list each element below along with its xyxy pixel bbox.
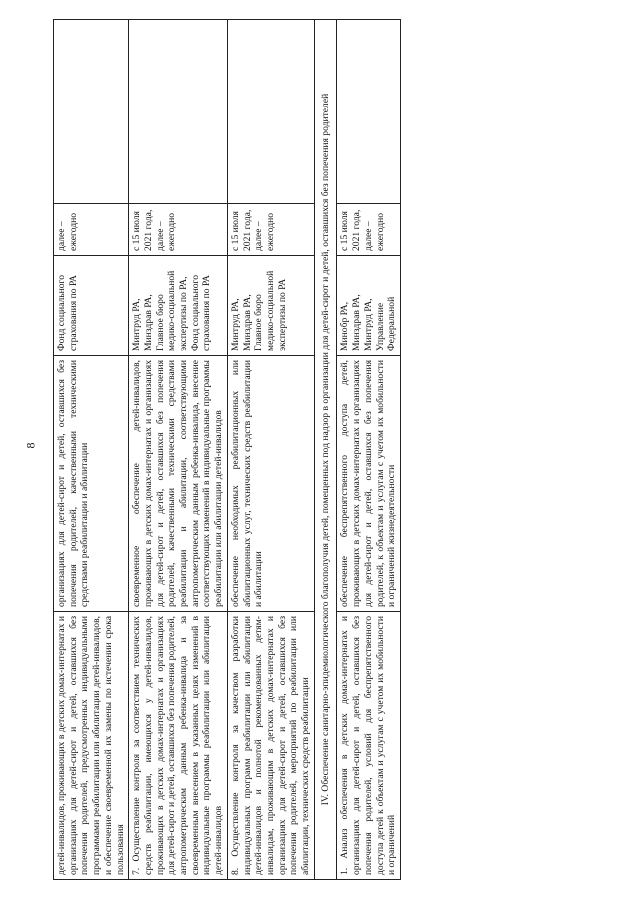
table-row — [54, 20, 129, 880]
action-cell: 7. Осуществление контроля за соответствием технических средств реабилитации, имеющихся у детей-инвалидов, проживающих в детских домах-интернатах и организациях для детей-сирот и детей, оставшихся без попечения родителей, антропометрическим данным ребенка-инвалида и за своевременным внесением в указанных целях изменений в индивидуальные программы реабилитации или абилитации детей-инвалидов — [129, 612, 228, 880]
result-cell: своевременное обеспечение детей-инвалидов, проживающих в детских домах-интернатах и организациях для детей-сирот и детей, оставшихся без попечения родителей, качественными техническими средствами реабилитации и абилитации, соответствующими антропометрическим данным ребенка-инвалида, внесение соответствующих изменений в индивидуальные программы реабилитации или абилитации детей-инвалидов — [129, 356, 228, 612]
deadline-cell: с 15 июля 2021 года, далее – ежегодно — [227, 204, 314, 256]
empty-cell — [227, 20, 314, 204]
executors-cell: Минтруд РА, Минздрав РА, Главное бюро медико-социальной экспертизы по РА — [227, 256, 314, 356]
executors-cell: Минтруд РА, Минздрав РА, Главное бюро медико-социальной экспертизы по РА, Фонд социального страхования по РА — [129, 256, 228, 356]
page-number: 8 — [23, 442, 38, 449]
plan-table — [53, 19, 401, 880]
result-cell: организациях для детей-сирот и детей, оставшихся без попечения родителей, качественными техническими средствами реабилитации и абилитации — [54, 356, 129, 612]
empty-cell — [337, 20, 401, 204]
rotated-page-content — [53, 20, 593, 880]
empty-cell — [54, 20, 129, 204]
empty-cell — [129, 20, 228, 204]
action-cell: 8. Осуществление контроля за качеством разработки индивидуальных программ реабилитации или абилитации детей-инвалидов и полнотой рекомендованных детям-инвалидам, проживающим в детских домах-интернатах и организациях для детей-сирот и детей, оставшихся без попечения родителей, мероприятий по реабилитации или абилитации, технических средств реабилитации — [227, 612, 314, 880]
table-row — [227, 20, 314, 880]
action-cell: детей-инвалидов, проживающих в детских домах-интернатах и организациях для детей-сирот и детей, оставшихся без попечения родителей, предусмотренных индивидуальными программами реабилитации или абилитации детей-инвалидов, и обеспечение своевременной их замены по истечении срока пользования — [54, 612, 129, 880]
deadline-cell: далее – ежегодно — [54, 204, 129, 256]
result-cell: обеспечение необходимых реабилитационных или абилитационных услуг, технических средств реабилитации и абилитации — [227, 356, 314, 612]
section-title: IV. Обеспечение санитарно-эпидемиологического благополучия детей, помещенных под надзор в организации для детей-сирот и детей, оставшихся без попечения родителей — [314, 20, 337, 880]
action-cell: 1. Анализ обеспечения в детских домах-интернатах и организациях для детей-сирот и детей, оставшихся без попечения родителей, условий для беспрепятственного доступа детей к объектам и услугам с учетом их мобильности и ограничений — [337, 612, 401, 880]
deadline-cell: с 15 июля 2021 года, далее – ежегодно — [337, 204, 401, 256]
executors-cell: Минобр РА, Минздрав РА, Минтруд РА, Управление Федеральной — [337, 256, 401, 356]
table-row — [337, 20, 401, 880]
result-cell: обеспечение беспрепятственного доступа детей, проживающих в детских домах-интернатах и организациях для детей-сирот и детей, оставшихся без попечения родителей, к объектам и услугам с учетом их мобильности и ограничений жизнедеятельности — [337, 356, 401, 612]
deadline-cell: с 15 июля 2021 года, далее – ежегодно — [129, 204, 228, 256]
executors-cell: Фонд социального страхования по РА — [54, 256, 129, 356]
table-row — [129, 20, 228, 880]
section-row — [314, 20, 337, 880]
